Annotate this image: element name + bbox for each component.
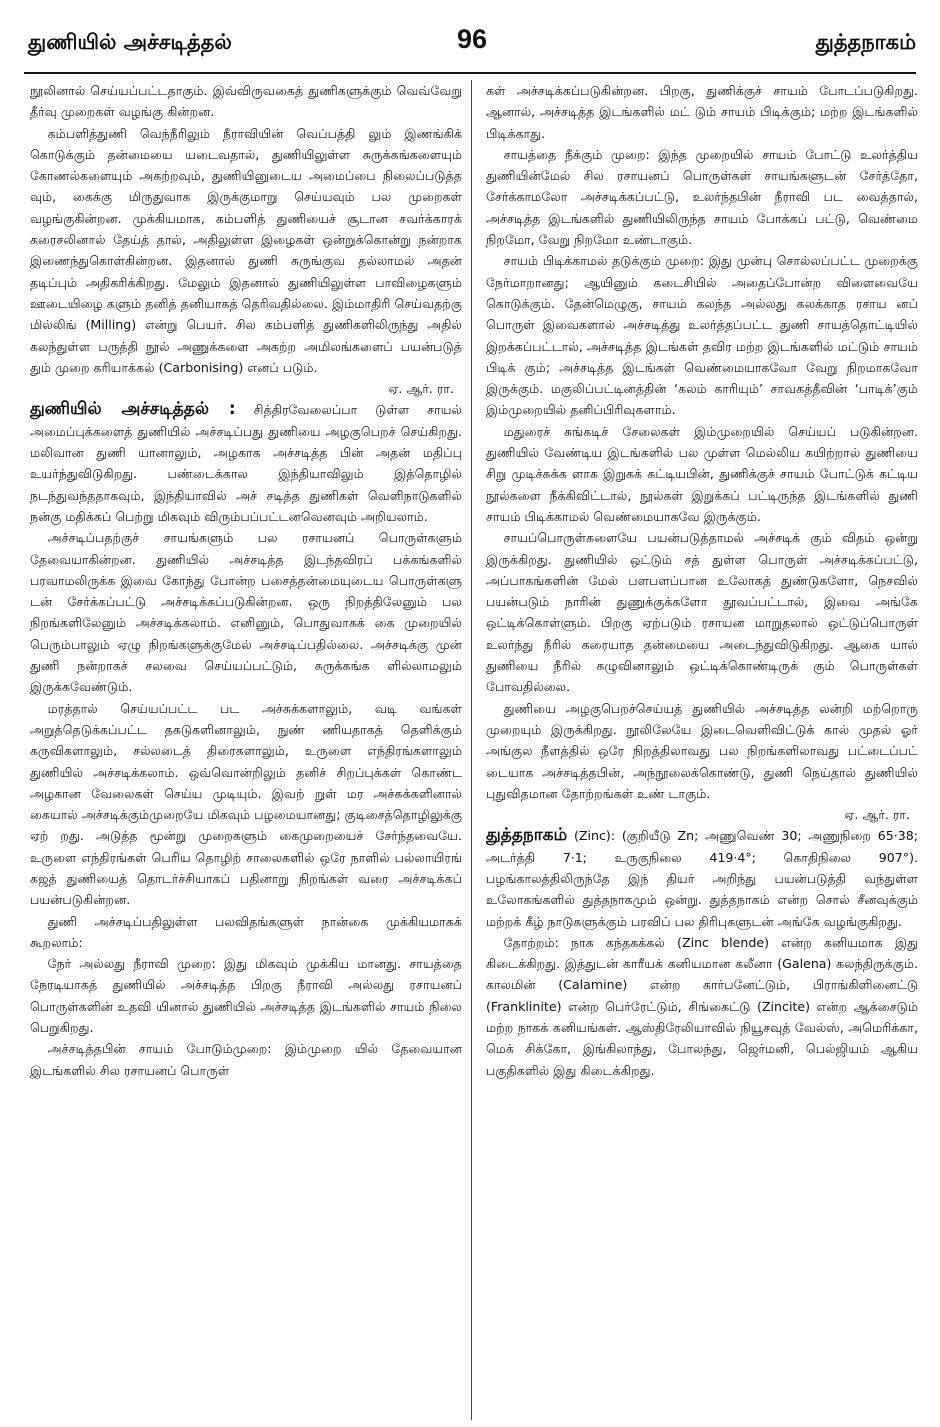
right-column xyxy=(486,80,918,1081)
page-number: 96 xyxy=(456,24,488,54)
body-paragraph: சாயப்பொருள்களையே பயன்படுத்தாமல் அச்சடிக் கும் விதம் ஒன்று இருக்கிறது. துணியில் ஒட்டும் சத் துள்ள பொருள் அச்சடிக்கப்பட்டு, அப்பாகங்களின் மேல் பளபளப்பான உலோகத் துண்டுகளோ, நெசவில் பயன்படும் நாரின் துணுக்குக்களோ தூவப்பட்டால், இவை அங்கே ஒட்டிக்கொள்ளும். பிறகு ஏற்படும் ரசாயன மாறுதலால் ஒட்டுப்பொருள் உலர்ந்து நீரில் கரையாத தன்மையை அடைந்துவிடுகிறது. ஆகை யால் துணியை நீரில் கழுவினாலும் ஒட்டிக்கொண்டிருக் கும் பொருள்கள் போவதில்லை. xyxy=(486,530,918,695)
header-rule xyxy=(24,72,916,74)
entry-heading: துத்தநாகம் xyxy=(486,825,568,846)
body-paragraph: அச்சடித்தபின் சாயம் போடும்முறை: இம்முறை யில் தேவையான இடங்களில் சில ரசாயனப் பொருள் xyxy=(30,1041,462,1078)
body-paragraph: தோற்றம்: நாக கந்தகக்கல் (Zinc blende) என்ற கனியமாக இது கிடைக்கிறது. இத்துடன் காரீயக் கனியமான கலீனா (Galena) கலந்திருக்கும். காலமின் (Calamine) என்ற கார்பனேட்டும், பிராங்கிளினைட்டு (Franklinite) என்ற பெர்ரேட்டும், சிங்கைட்டு (Zincite) என்ற ஆக்சைடும் மற்ற நாகக் கனியங்கள். ஆஸ்திரேலியாவில் நியூசவுத் வேல்ஸ், அமெரிக்கா, மெக் சிக்கோ, இங்கிலாந்து, போலந்து, ஜெர்மனி, பெல்ஜியம் ஆகிய பகுதிகளில் இது கிடைக்கிறது. xyxy=(486,934,918,1078)
entry-paragraph xyxy=(486,825,918,931)
body-paragraph: சாயம் பிடிக்காமல் தடுக்கும் முறை: இது முன்பு சொல்லப்பட்ட முறைக்கு நேர்மாறானது; ஆயினும் கடைசியில் அதைப்போன்ற விளைவையே கொடுக்கும். தேன்மெழுகு, சாயம் கலந்த அல்லது கலக்காத ரசாய னப் பொருள் இவைகளால் அச்சடித்து உலர்த்தப்பட்ட துணி சாயத்தொட்டியில் இறக்கப்பட்டால், அச்சடித்த இடங்கள் தவிர மற்ற இடங்களில் மட்டும் சாயம் பிடிக் கும்; அச்சடித்த இடங்கள் வெண்மையாகவோ வேறு நிறமாகவோ இருக்கும். மகுலிப்பட்டினத்தின் ‘கலம் காரியும்’ சாவகத்தீவின் ‘பாடிக்’கும் இம்முறையில் தனிப்பிரிவுகளாம். xyxy=(486,253,918,418)
author-initials: ஏ. ஆர். ரா. xyxy=(388,381,454,397)
author-initials: ஏ. ஆர். ரா. xyxy=(844,807,910,823)
body-paragraph: மதுரைச் சுங்கடிச் சேலைகள் இம்முறையில் செய்யப் படுகின்றன. துணியில் வேண்டிய இடங்களில் பல முள்ள மெல்லிய கயிற்றால் துணியை சிறு முடிச்சுக்க ளாக இறுகக் கட்டியபின், துணிக்குச் சாயம் போட்டுக் கட்டிய நூல்களை நீக்கிவிட்டால், நூல்கள் இறுக்கப் பட்டிருந்த இடங்களில் துணி சாயம் பிடிக்காமல் வெண்மையாகவே இருக்கும். xyxy=(486,423,918,524)
entry-text: (Zinc): (குறியீடு Zn; அணுவெண் 30; அணுநிறை 65·38; அடர்த்தி 7·1; உருகுநிலை 419·4°; கொதிநிலை 907°). பழங்காலத்திலிருந்தே இந் தியர் அறிந்து பயன்படுத்தி வந்துள்ள உலோகங்களில் துத்தநாகமும் ஒன்று. துத்தநாகம் என்ற சொல் சீனவுக்கும் மற்றக் கீழ் நாடுகளுக்கும் பரவிப் பல திரிபுகளுடன் அங்கே வழங்குகிறது. xyxy=(486,828,918,929)
body-paragraph: துணி அச்சடிப்பதிலுள்ள பலவிதங்களுள் நான்கை முக்கியமாகக் கூறலாம்: xyxy=(30,913,462,950)
body-paragraph: சாயத்தை நீக்கும் முறை: இந்த முறையில் சாயம் போட்டு உலர்த்திய துணியின்மேல் சில ரசாயனப் பொருள்கள் சாயங்களுடன் சேர்த்தோ, சேர்க்காமலோ அச்சடிக்கப்பட்டு, உலர்ந்தபின் நீராவி பட வைத்தால், அச்சடித்த இடங்களில் துணியிலிருந்த சாயம் போக்கப் பட்டு, வெண்மை நிறமோ, வேறு நிறமோ உண்டாகும். xyxy=(486,146,918,248)
column-divider xyxy=(471,80,472,1420)
running-head-left: துணியில் அச்சடித்தல் xyxy=(28,30,232,54)
body-paragraph: அச்சடிப்பதற்குச் சாயங்களும் பல ரசாயனப் பொருள்களும் தேவையாகின்றன. துணியில் அச்சடித்த இடந்தவிரப் பக்கங்களில் பரவாமலிருக்க இவை கோந்து போன்ற பசைத்தன்மையுடைய பொருள்களு டன் சேர்க்கப்பட்டு அச்சடிக்கப்படுகின்றன. ஒரு நிறத்திலேனும் பல நிறங்களிலேனும் அச்சடிக்கலாம். எனினும், பொதுவாகக் கை முறையில் பெரும்பாலும் ஏழு நிறங்களுக்குமேல் அச்சடிப்பதில்லை. அச்சடிக்கு முன் துணி நன்றாகச் சலவை செய்யப்பட்டும், சுருக்கங்க ளில்லாமலும் இருக்கவேண்டும். xyxy=(30,530,462,695)
running-head-right: துத்தநாகம் xyxy=(815,30,916,54)
page-header xyxy=(28,26,916,68)
body-paragraph: கம்பளித்துணி வெந்நீரிலும் நீராவியின் வெப்பத்தி லும் இணங்கிக் கொடுக்கும் தன்மையை யடைவதால், துணியிலுள்ள சுருக்கங்களையும் கோணல்களையும் அகற்றவும், துணியினுடைய அமைப்பை நிலைப்படுத்த வும், கைக்கு மிருதுவாக இருக்குமாறு செய்யவும் பல முறைகள் வழங்குகின்றன. முக்கியமாக, கம்பளித் துணியைச் சூடான சவர்க்காரக் கரைசலினால் தேய்த் தால், அதிலுள்ள இழைகள் ஒன்றுக்கொன்று நன்றாக இணைந்துகொள்கின்றன. இதனால் துணி சுருங்குவ தல்லாமல் அதன் தடிப்பும் அதிகரிக்கிறது. மேலும் இதனால் துணியிலுள்ள பாவிழைகளும் ஊடையிழை களும் தனித் தனியாகத் தெரிவதில்லை. இம்மாதிரி செய்வதற்கு மில்லிங் (Milling) என்று பெயர். சில கம்பளித் துணிகளிலிருந்து அதில் கலந்துள்ள பருத்தி நூல் அணுக்களை அகற்ற அமிலங்களைப் பயன்படுத் தும் முறை கரியாக்கல் (Carbonising) எனப் படும். xyxy=(30,125,462,375)
entry-paragraph xyxy=(30,399,462,527)
body-paragraph: மரத்தால் செய்யப்பட்ட பட அச்சுக்களாலும், வடி வங்கள் அறுத்தெடுக்கப்பட்ட தகடுகளினாலும், நுண் ணியதாகத் தெளிக்கும் கருவிகளாலும், சல்லடைத் திரைகளாலும், உருளை எந்திரங்களாலும் துணியில் அச்சடிக்கலாம். ஒவ்வொன்றிலும் தனிச் சிறப்புக்கள் கொண்ட அழகான வேலைகள் செய்ய முடியும். இவற் றுள் மர அச்சுக்களினால் கையால் அச்சடிக்கும்முறையே மிகவும் பழமையானது; குடிசைத்தொழிலுக்கு ஏற் றது. அடுத்த மூன்று முறைகளும் கைமுறையைச் சேர்ந்தவையே. உருளை எந்திரங்கள் பெரிய தொழிற் சாலைகளில் ஒரே நாளில் பல்லாயிரங் கஜத் துணியைத் தொடர்ச்சியாகப் பதினாறு நிறங்கள் வரை அச்சடிக்கப் பயன்படுகின்றன. xyxy=(30,700,462,908)
body-paragraph: கள் அச்சடிக்கப்படுகின்றன. பிறகு, துணிக்குச் சாயம் போடப்படுகிறது. ஆனால், அச்சடித்த இடங்களில் மட் டும் சாயம் பிடிக்கும்; மற்ற இடங்களில் பிடிக்காது. xyxy=(486,83,918,141)
body-paragraph: நூலினால் செய்யப்பட்டதாகும். இவ்விருவகைத் துணிகளுக்கும் வெவ்வேறு தீர்வு முறைகள் வழங்கு கின்றன. xyxy=(30,83,462,120)
left-column xyxy=(30,80,462,1081)
entry-heading: துணியில் அச்சடித்தல் : xyxy=(30,399,236,420)
entry-text: சித்திரவேலைப்பா டுள்ள சாயல் அமைப்புக்களைத் துணியில் அச்சடிப்பது துணியை அழகுபெறச் செய்கிறது. மலிவான துணி யானாலும், அழகாக அச்சடித்த பின் அதன் மதிப்பு உயர்ந்துவிடுகிறது. பண்டைக்கால இந்தியாவிலும் இத்தொழில் நடந்துவந்ததாகவும், இந்தியாவில் அச் சடித்த துணிகள் வெளிநாடுகளில் நன்கு மதிக்கப் பெற்று மிகவும் விரும்பப்பட்டனவெனவும் அறியலாம். xyxy=(30,402,462,524)
body-paragraph: துணியை அழகுபெறச்செய்யத் துணியில் அச்சடித்த லன்றி மற்றொரு முறையும் இருக்கிறது. நூலிலேயே இடைவெளிவிட்டுக் கால் முதல் ஓர் அங்குல நீளத்தில் ஒரே நிறத்திலாவது பல நிறங்களிலாவது பட்டைப்பட் டையாக அச்சடித்தபின், அந்நூலைக்கொண்டு, துணி நெய்தால் துணியில் புதுவிதமான தோற்றங்கள் உண் டாகும். xyxy=(486,700,918,801)
body-paragraph: நேர் அல்லது நீராவி முறை: இது மிகவும் முக்கிய மானது. சாயத்தை நேரடியாகத் துணியில் அச்சடித்த பிறகு நீராவி அல்லது ரசாயனப் பொருள்களின் உதவி யினால் துணியில் அச்சடித்த இடங்களில் சாயம் நிலை பெறுகிறது. xyxy=(30,956,462,1036)
